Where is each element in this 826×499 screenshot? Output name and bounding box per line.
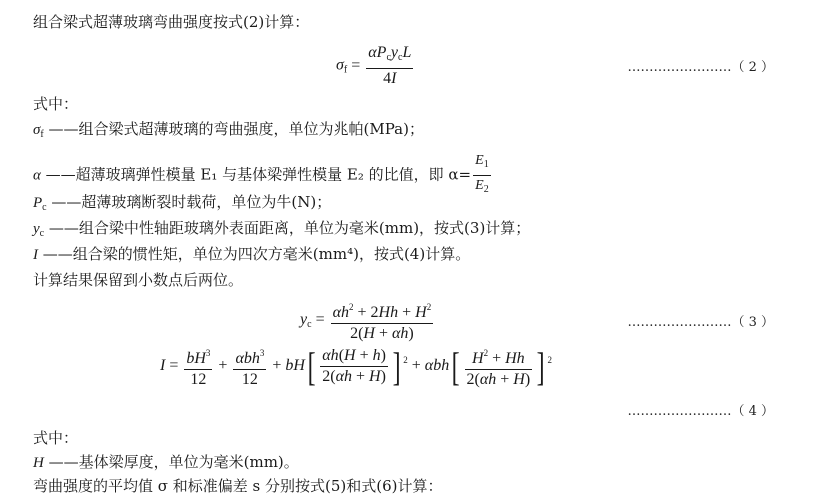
equation-3-number: ……………………（ 3 ） — [627, 315, 774, 330]
def-alpha: α ——超薄玻璃弹性模量 E₁ 与基体梁弹性模量 E₂ 的比值，即 α= $\frac{E_1}{E_2}$ — [33, 153, 489, 195]
last-line: 弯曲强度的平均值 σ 和标准偏差 s 分别按式(5)和式(6)计算： — [33, 477, 443, 495]
intro-text: 组合梁式超薄玻璃弯曲强度按式(2)计算： — [33, 13, 310, 31]
def-alpha-symbol: α — [33, 167, 41, 184]
equation-4-number: ……………………（ 4 ） — [627, 404, 774, 419]
equation-2: $\sigma_f$ = $\frac{\alpha P_cy_cL}{4I}$ — [336, 44, 412, 87]
def-pc — [33, 192, 331, 218]
def-pc-text: ——超薄玻璃断裂时载荷，单位为牛(N)； — [51, 193, 332, 211]
def-i-symbol: I — [33, 247, 38, 263]
where-label-1: 式中： — [33, 95, 79, 113]
def-sigma-symbol: $\sigma_f$ — [33, 122, 44, 140]
def-i — [33, 244, 470, 265]
def-pc-symbol: $P_c$ — [33, 195, 47, 213]
def-yc — [33, 218, 530, 244]
equation-3: $y_c$ = $\frac{\alpha h^2 + 2Hh + H^2}{2(H + \alpha h)}$ — [300, 298, 435, 343]
def-h-text: ——基体梁厚度，单位为毫米(mm)。 — [48, 453, 299, 471]
def-yc-text: ——组合梁中性轴距玻璃外表面距离，单位为毫米(mm)，按式(3)计算； — [48, 219, 531, 237]
rounding-note: 计算结果保留到小数点后两位。 — [33, 271, 244, 289]
def-sigma-text: ——组合梁式超薄玻璃的弯曲强度，单位为兆帕(MPa)； — [48, 120, 424, 138]
def-h-symbol: H — [33, 455, 44, 471]
def-alpha-text: ——超薄玻璃弹性模量 E₁ 与基体梁弹性模量 E₂ 的比值，即 α= — [45, 165, 472, 184]
def-i-text: ——组合梁的惯性矩，单位为四次方毫米(mm⁴)，按式(4)计算。 — [42, 245, 471, 263]
def-sigma — [33, 119, 424, 145]
equation-2-number: ……………………（ 2 ） — [627, 60, 774, 75]
def-h — [33, 452, 299, 473]
where-label-2: 式中： — [33, 429, 79, 447]
def-yc-symbol: $y_c$ — [33, 221, 45, 239]
equation-4: I = $\frac{bH^3}{12}$ + $\frac{\alpha bh^3}{12}$ + bH[ $\frac{\alpha h(H + h)}{2(\alpha h + H)}$ ] $^2$ + αbh[ $\frac{H^2 + Hh}{2(\alpha h + H)}$ ] $^2$ — [160, 343, 553, 389]
